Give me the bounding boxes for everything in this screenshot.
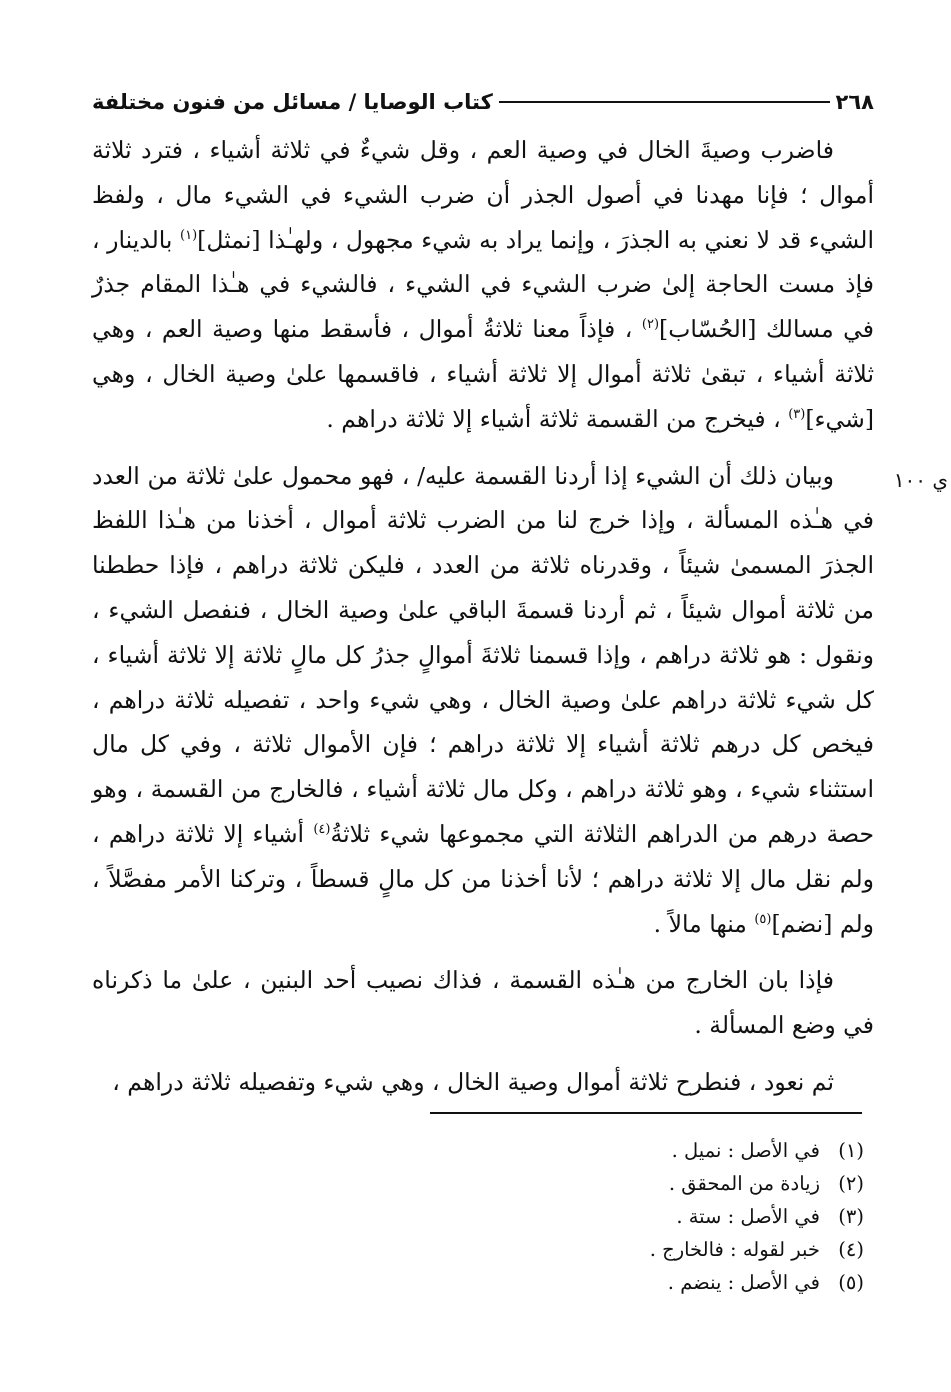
footnote-text: خبر لقوله : فالخارج .: [649, 1238, 820, 1261]
footnote-ref-5: (٥): [754, 911, 772, 927]
footnote-item: [92, 1134, 864, 1167]
footnote-separator: [430, 1112, 862, 1114]
header-title: كتاب الوصايا / مسائل من فنون مختلفة: [92, 90, 493, 114]
footnote-ref-2: (٢): [641, 317, 660, 333]
footnote-number: (٢): [838, 1172, 864, 1195]
footnote-text: زيادة من المحقق .: [668, 1172, 820, 1195]
margin-note: ي ١٠٠: [893, 468, 948, 492]
paragraph-4: ثم نعود ، فنطرح ثلاثة أموال وصية الخال ، وهي شيء وتفصيله ثلاثة دراهم ،: [112, 1067, 834, 1096]
footnote-text: في الأصل : ينضم .: [667, 1271, 820, 1294]
footnotes: [92, 1134, 864, 1299]
header-rule: [499, 101, 830, 103]
footnote-item: [92, 1200, 864, 1233]
paragraph-1: فاضرب وصيةَ الخال في وصية العم ، وقل شيءٌ في ثلاثة أشياء ، فترد ثلاثة أموال ؛ فإنا مهدنا في أصول الجذر أن ضرب الشيء في الشيء مال ، ولفظ الشيء قد لا نعني به الجذرَ ، وإنما يراد به شيء مجهول ، ولهـٰذا [نمثل]$^{(١)}$ بالدينار ، فإذ مست الحاجة إلىٰ ضرب الشيء في الشيء ، فالشيء في هـٰذا المقام جذرٌ في مسالك [الحُسّاب]$^{(٢)}$ ، فإذاً معنا ثلاثةُ أموال ، فأسقط منها وصية العم ، وهي ثلاثة أشياء ، تبقىٰ ثلاثة أموال إلا ثلاثة أشياء ، فاقسمها علىٰ وصية الخال ، وهي [شيء]$^{(٣)}$ ، فيخرج من القسمة ثلاثة أشياء إلا ثلاثة دراهم .: [92, 136, 874, 433]
paragraph-3: فإذا بان الخارج من هـٰذه القسمة ، فذاك نصيب أحد البنين ، علىٰ ما ذكرناه في وضع المسألة .: [92, 966, 874, 1040]
footnote-item: [92, 1266, 864, 1299]
footnote-item: [92, 1233, 864, 1266]
paragraph-2: وبيان ذلك أن الشيء إذا أردنا القسمة عليه/ ، فهو محمول علىٰ ثلاثة من العدد في هـٰذه المسألة ، وإذا خرج لنا من الضرب ثلاثة أموال ، أخذنا من هـٰذا اللفظ الجذرَ المسمىٰ شيئاً ، وقدرناه ثلاثة من العدد ، فليكن ثلاثة دراهم ، فإذا حططنا من ثلاثة أموال شيئاً ، ثم أردنا قسمةَ الباقي علىٰ وصية الخال ، فنفصل الشيء ، ونقول : هو ثلاثة دراهم ، وإذا قسمنا ثلاثةَ أموالٍ جذرُ كل مالٍ ثلاثة إلا ثلاثة أشياء ، كل شيء ثلاثة دراهم علىٰ وصية الخال ، وهي شيء واحد ، تفصيله ثلاثة دراهم ، فيخص كل درهم ثلاثة أشياء إلا ثلاثة دراهم ؛ فإن الأموال ثلاثة ، وفي كل مال استثناء شيء ، وهو ثلاثة دراهم ، وكل مال ثلاثة أشياء ، فالخارج من القسمة ، وهو حصة درهم من الدراهم الثلاثة التي مجموعها شيء ثلاثةُ$^{(٤)}$ أشياء إلا ثلاثة دراهم ، ولم نقل مال إلا ثلاثة دراهم ؛ لأنا أخذنا من كل مالٍ قسطاً ، وتركنا الأمر مفصَّلاً ، ولم [نضم]$^{(٥)}$ منها مالاً .: [92, 461, 874, 938]
footnote-number: (٤): [838, 1238, 864, 1261]
page-number: ٢٦٨: [835, 90, 874, 114]
main-text: [92, 128, 874, 1105]
footnote-ref-3: (٣): [788, 406, 806, 422]
footnote-item: [92, 1167, 864, 1200]
footnote-text: في الأصل : نميل .: [671, 1139, 820, 1162]
footnote-number: (٥): [838, 1271, 864, 1294]
footnote-number: (٣): [838, 1205, 864, 1228]
running-header: [92, 82, 874, 122]
footnote-ref-1: (١): [180, 227, 198, 243]
footnote-ref-4: (٤): [313, 822, 331, 838]
footnote-number: (١): [838, 1139, 864, 1162]
footnote-text: في الأصل : ستة .: [676, 1205, 820, 1228]
